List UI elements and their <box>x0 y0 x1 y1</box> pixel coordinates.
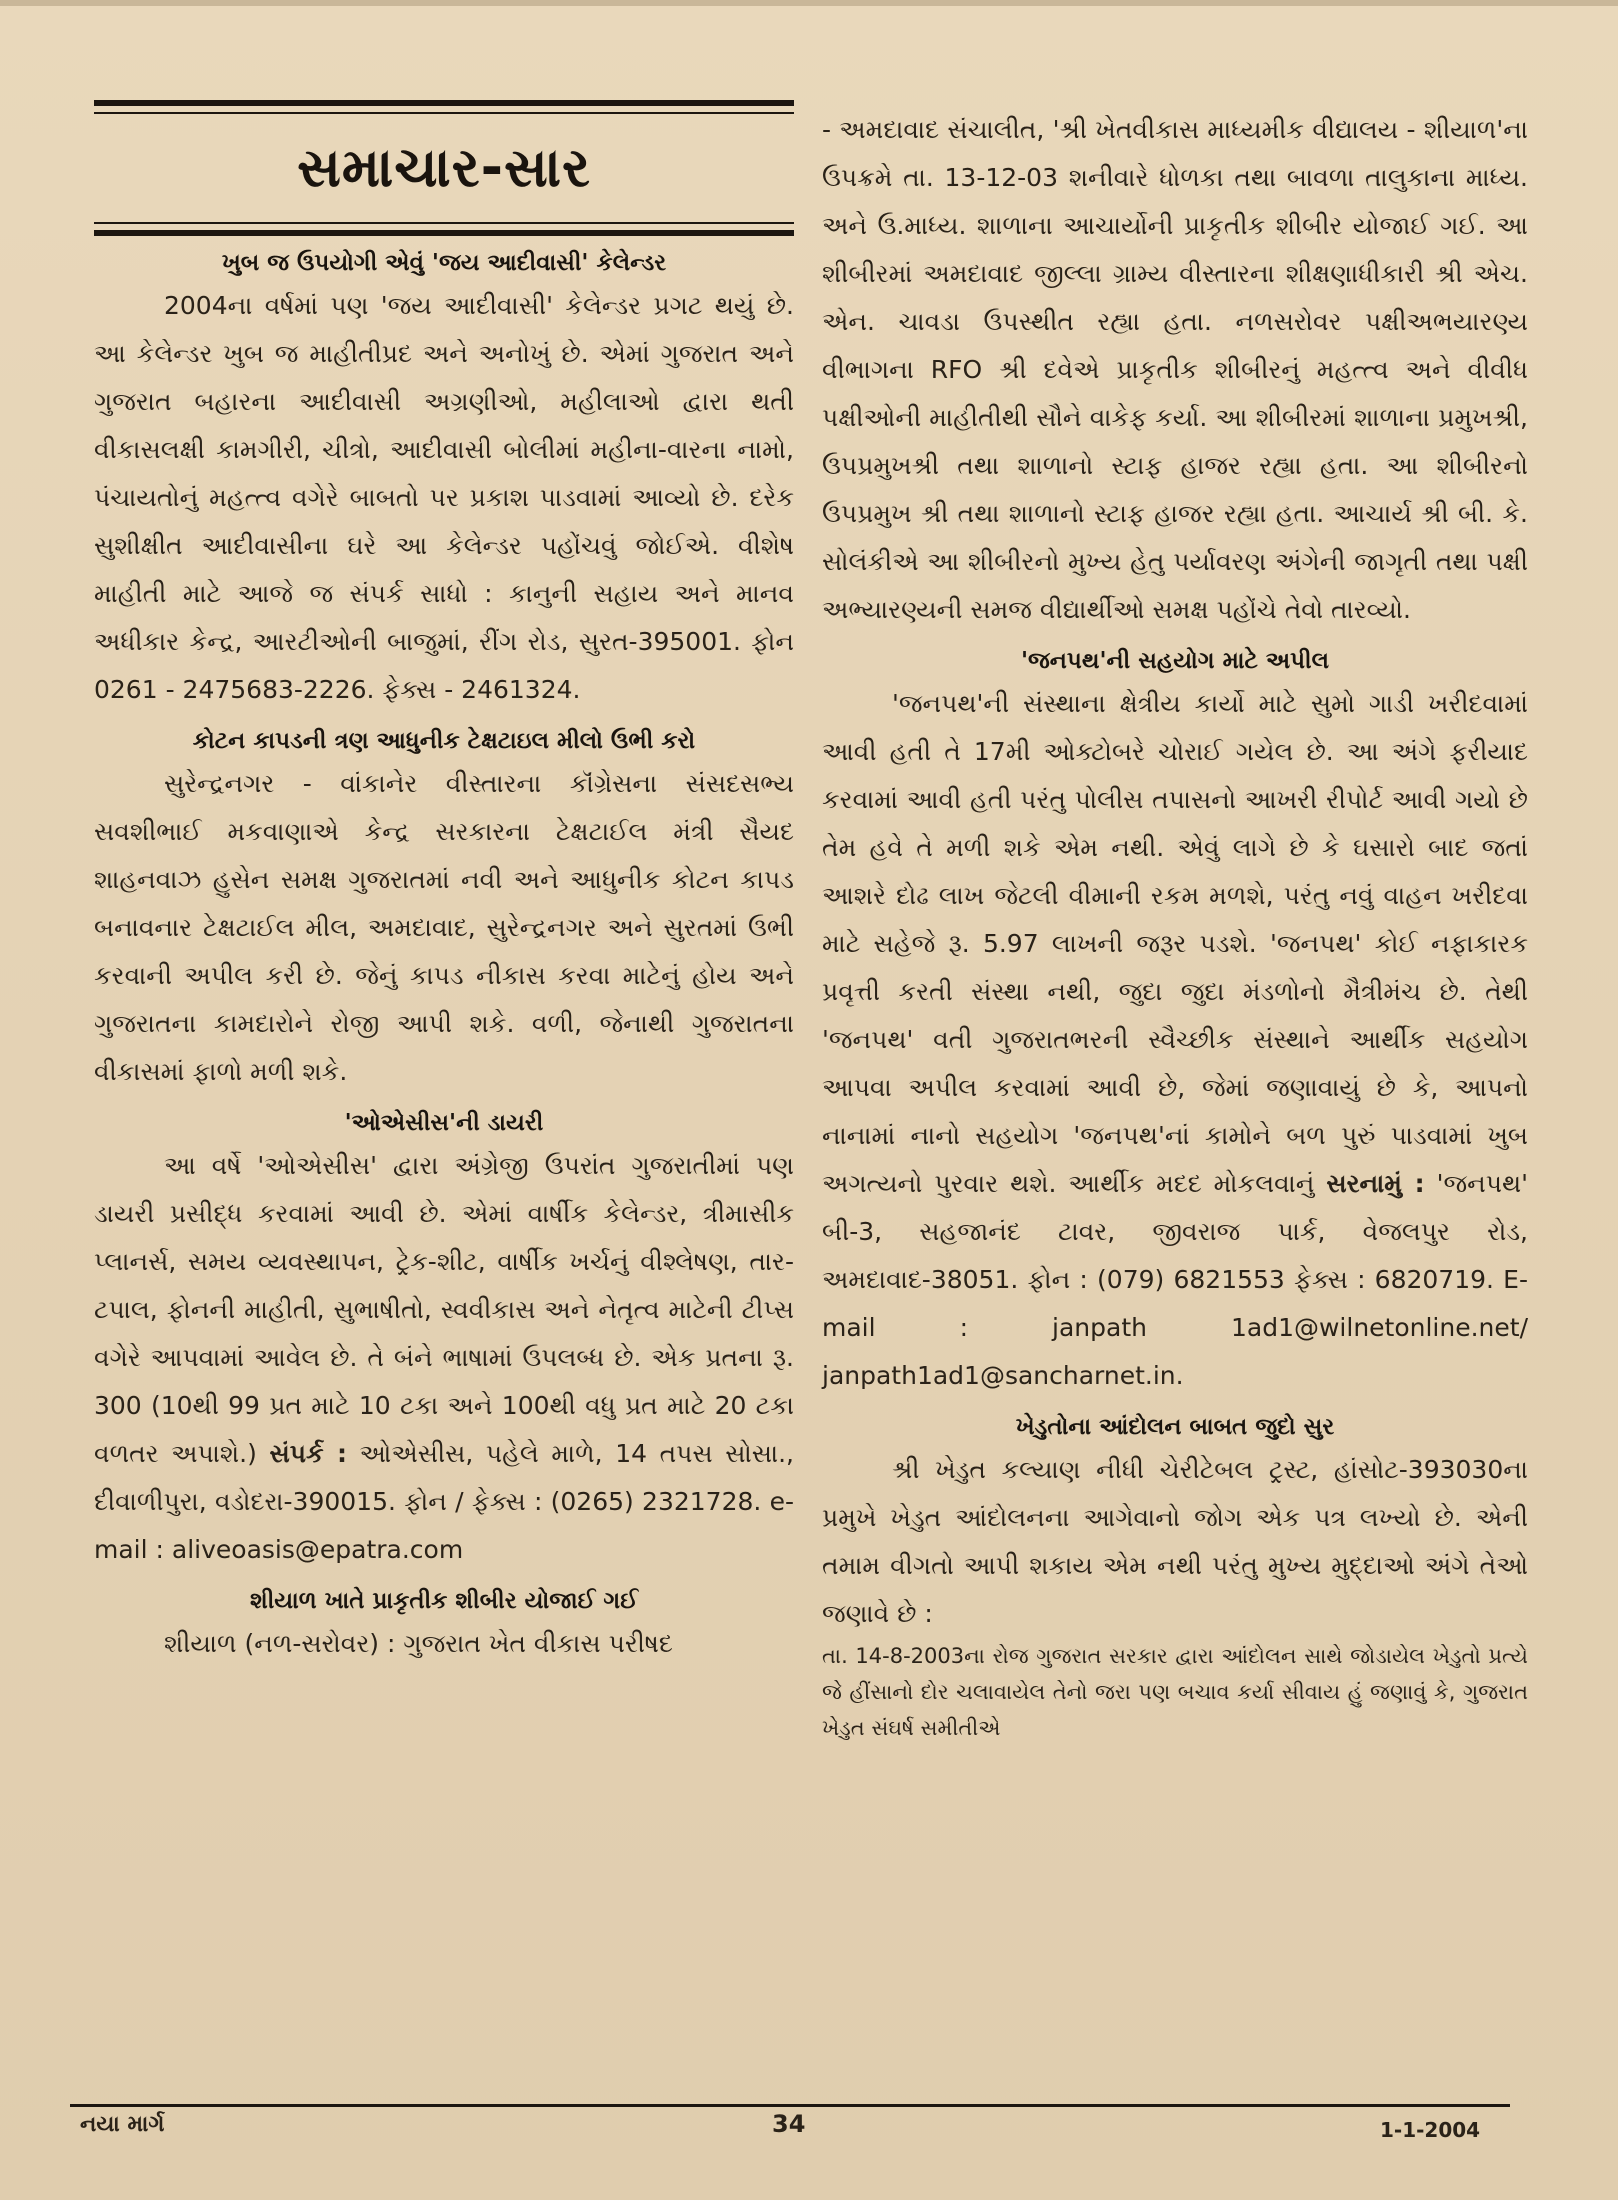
masthead-bottom-thin-rule <box>94 222 794 224</box>
masthead-top-rule <box>94 100 794 106</box>
heading-shiyal-camp: શીયાળ ખાતે પ્રાકૃતીક શીબીર યોજાઈ ગઈ <box>250 1588 638 1614</box>
left-column <box>94 100 794 1668</box>
article-jay-adivasi-calendar: 2004ના વર્ષમાં પણ 'જય આદીવાસી' કેલેન્ડર પ્રગટ થયું છે. આ કેલેન્ડર ખુબ જ માહીતીપ્રદ અને અનોખું છે. એમાં ગુજરાત અને ગુજરાત બહારના આદીવાસી અગ્રણીઓ, મહીલાઓ દ્વારા થતી વીકાસલક્ષી કામગીરી, ચીત્રો, આદીવાસી બોલીમાં મહીના-વારના નામો, પંચાયતોનું મહત્ત્વ વગેરે બાબતો પર પ્રકાશ પાડવામાં આવ્યો છે. દરેક સુશીક્ષીત આદીવાસીના ઘરે આ કેલેન્ડર પહોંચવું જોઈએ. વીશેષ માહીતી માટે આજે જ સંપર્ક સાધો : કાનુની સહાય અને માનવ અધીકાર કેન્દ્ર, આરટીઓની બાજુમાં, રીંગ રોડ, સુરત-395001. ફોન 0261 - 2475683-2226. ફેક્સ - 2461324. <box>94 291 794 704</box>
heading-oasis-diary: 'ઓએસીસ'ની ડાયરી <box>344 1110 544 1136</box>
janpath-address-label: સરનામું : <box>1326 1169 1425 1198</box>
article-janpath-appeal <box>822 680 1528 1400</box>
heading-farmers-movement: ખેડુતોના આંદોલન બાબત જુદો સુર <box>1015 1414 1335 1440</box>
footer-rule <box>70 2104 1510 2107</box>
heading-cotton-mills: કોટન કાપડની ત્રણ આધુનીક ટેક્ષટાઇલ મીલો ઉભી કરો <box>192 728 696 754</box>
right-column <box>822 106 1528 1746</box>
oasis-diary-body: આ વર્ષે 'ઓએસીસ' દ્વારા અંગ્રેજી ઉપરાંત ગુજરાતીમાં પણ ડાયરી પ્રસીદ્ધ કરવામાં આવી છે. એમાં વાર્ષીક કેલેન્ડર, ત્રીમાસીક પ્લાનર્સ, સમય વ્યવસ્થાપન, ટ્રેક-શીટ, વાર્ષીક ખર્ચનું વીશ્લેષણ, તાર-ટપાલ, ફોનની માહીતી, સુભાષીતો, સ્વવીકાસ અને નેતૃત્વ માટેની ટીપ્સ વગેરે આપવામાં આવેલ છે. તે બંને ભાષામાં ઉપલબ્ધ છે. એક પ્રતના રૂ. 300 (10થી 99 પ્રત માટે 10 ટકા અને 100થી વધુ પ્રત માટે 20 ટકા વળતર અપાશે.) <box>94 1151 794 1468</box>
oasis-contact-label: સંપર્ક : <box>269 1439 347 1468</box>
article-oasis-diary <box>94 1142 794 1574</box>
article-shiyal-camp-start: શીયાળ (નળ-સરોવર) : ગુજરાત ખેત વીકાસ પરીષદ <box>164 1629 673 1658</box>
masthead-title: સમાચાર-સાર <box>297 136 591 199</box>
janpath-appeal-body: 'જનપથ'ની સંસ્થાના ક્ષેત્રીય કાર્યો માટે સુમો ગાડી ખરીદવામાં આવી હતી તે 17મી ઓક્ટોબરે ચોરાઈ ગયેલ છે. આ અંગે ફરીયાદ કરવામાં આવી હતી પરંતુ પોલીસ તપાસનો આખરી રીપોર્ટ આવી ગયો છે તેમ હવે તે મળી શકે એમ નથી. એવું લાગે છે કે ઘસારો બાદ જતાં આશરે દોઢ લાખ જેટલી વીમાની રકમ મળશે, પરંતુ નવું વાહન ખરીદવા માટે સહેજે રૂ. 5.97 લાખની જરૂર પડશે. 'જનપથ' કોઈ નફાકારક પ્રવૃત્તી કરતી સંસ્થા નથી, જુદા જુદા મંડળોનો મૈત્રીમંચ છે. તેથી 'જનપથ' વતી ગુજરાતભરની સ્વૈચ્છીક સંસ્થાને આર્થીક સહયોગ આપવા અપીલ કરવામાં આવી છે, જેમાં જણાવાયું છે કે, આપનો નાનામાં નાનો સહયોગ 'જનપથ'નાં કામોને બળ પુરું પાડવામાં ખુબ અગત્યનો પુરવાર થશે. આર્થીક મદદ મોકલવાનું <box>822 689 1528 1198</box>
article-farmers-letter-excerpt: તા. 14-8-2003ના રોજ ગુજરાત સરકાર દ્વારા આંદોલન સાથે જોડાયેલ ખેડુતો પ્રત્યે જે હીંસાનો દોર ચલાવાયેલ તેનો જરા પણ બચાવ કર્યા સીવાય હું જણાવું કે, ગુજરાત ખેડુત સંઘર્ષ સમીતીએ <box>822 1644 1528 1740</box>
article-cotton-mills: સુરેન્દ્રનગર - વાંકાનેર વીસ્તારના કૉંગ્રેસના સંસદસભ્ય સવશીભાઈ મકવાણાએ કેન્દ્ર સરકારના ટેક્ષટાઈલ મંત્રી સૈયદ શાહનવાઝ હુસેન સમક્ષ ગુજરાતમાં નવી અને આધુનીક કોટન કાપડ બનાવનાર ટેક્ષટાઈલ મીલ, અમદાવાદ, સુરેન્દ્રનગર અને સુરતમાં ઉભી કરવાની અપીલ કરી છે. જેનું કાપડ નીકાસ કરવા માટેનું હોય અને ગુજરાતના કામદારોને રોજી આપી શકે. વળી, જેનાથી ગુજરાતના વીકાસમાં ફાળો મળી શકે. <box>94 769 794 1086</box>
article-shiyal-camp-continued: - અમદાવાદ સંચાલીત, 'શ્રી ખેતવીકાસ માધ્યમીક વીદ્યાલય - શીયાળ'ના ઉપક્રમે તા. 13-12-03 શનીવારે ધોળકા તથા બાવળા તાલુકાના માધ્ય. અને ઉ.માધ્ય. શાળાના આચાર્યોની પ્રાકૃતીક શીબીર યોજાઈ ગઈ. આ શીબીરમાં અમદાવાદ જીલ્લા ગ્રામ્ય વીસ્તારના શીક્ષણાધીકારી શ્રી એચ. એન. ચાવડા ઉપસ્થીત રહ્યા હતા. નળસરોવર પક્ષીઅભયારણ્ય વીભાગના RFO શ્રી દવેએ પ્રાકૃતીક શીબીરનું મહત્ત્વ અને વીવીધ પક્ષીઓની માહીતીથી સૌને વાકેફ કર્યા. આ શીબીરમાં શાળાના પ્રમુખશ્રી, ઉપપ્રમુખશ્રી તથા શાળાનો સ્ટાફ હાજર રહ્યા હતા. આ શીબીરનો ઉપપ્રમુખ શ્રી તથા શાળાનો સ્ટાફ હાજર રહ્યા હતા. આચાર્ય શ્રી બી. કે. સોલંકીએ આ શીબીરનો મુખ્ય હેતુ પર્યાવરણ અંગેની જાગૃતી તથા પક્ષી અભ્યારણ્યની સમજ વીદ્યાર્થીઓ સમક્ષ પહોંચે તેવો તારવ્યો. <box>822 115 1528 624</box>
article-farmers-movement: શ્રી ખેડુત કલ્યાણ નીધી ચેરીટેબલ ટ્રસ્ટ, હાંસોટ-393030ના પ્રમુખે ખેડુત આંદોલનના આગેવાનો જોગ એક પત્ર લખ્યો છે. એની તમામ વીગતો આપી શકાય એમ નથી પરંતુ મુખ્ય મુદ્દાઓ અંગે તેઓ જણાવે છે : <box>822 1455 1528 1628</box>
issue-date: 1-1-2004 <box>1380 2118 1481 2142</box>
page-number: 34 <box>772 2110 806 2138</box>
heading-janpath-appeal: 'જનપથ'ની સહયોગ માટે અપીલ <box>1020 648 1330 674</box>
page-top-edge <box>0 0 1618 6</box>
heading-jay-adivasi-calendar: ખુબ જ ઉપયોગી એવું 'જય આદીવાસી' કેલેન્ડર <box>221 250 667 276</box>
masthead-bottom-rule <box>94 230 794 236</box>
janpath-address-details: 'જનપથ' બી-3, સહજાનંદ ટાવર, જીવરાજ પાર્ક, વેજલપુર રોડ, અમદાવાદ-38051. ફોન : (079) 6821553 ફેક્સ : 6820719. E- mail : janpath 1ad1@wilnetonline.net/ janpath1ad1@sancharnet.in. <box>822 1169 1528 1390</box>
oasis-contact-details: ઓએસીસ, પહેલે માળે, 14 તપસ સોસા., દીવાળીપુરા, વડોદરા-390015. ફોન / ફેક્સ : (0265) 2321728. e-mail : aliveoasis@epatra.com <box>94 1439 794 1564</box>
publication-name: નયા માર્ગ <box>80 2112 165 2137</box>
